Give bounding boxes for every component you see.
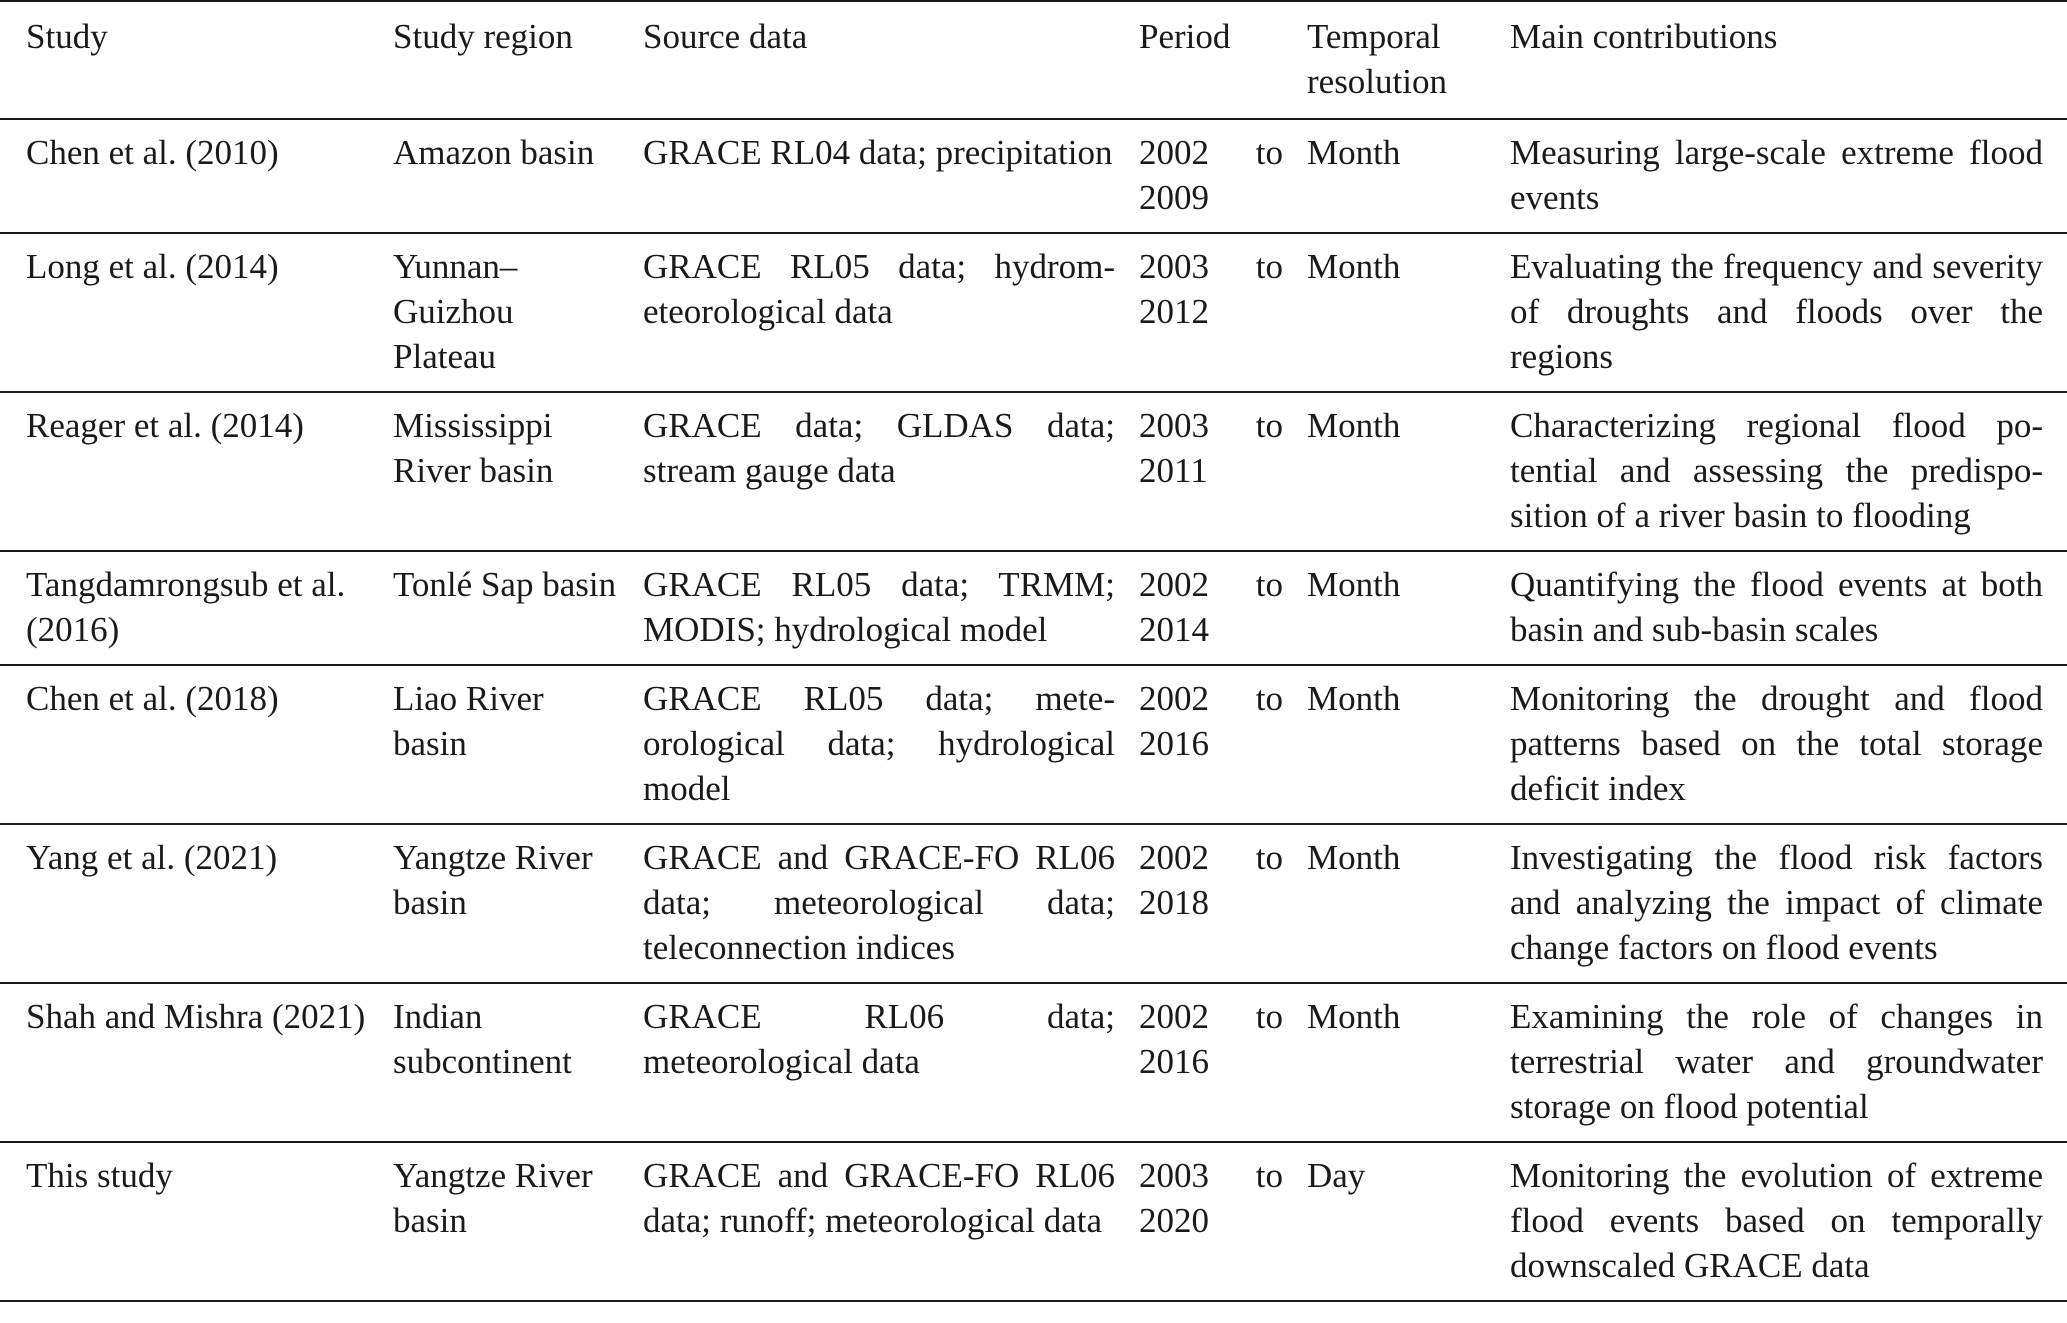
cell-study: Yang et al. (2021)	[26, 838, 278, 877]
cell-main-contributions: Investigating the flood risk factors and analyzing the impact of climate change factors on flood events	[1510, 838, 2043, 967]
cell-source-data: GRACE RL04 data; precipitation	[643, 133, 1113, 172]
cell-period: 2003 to 2012	[1139, 247, 1283, 331]
table-row	[0, 665, 2067, 824]
cell-main-contributions: Measuring large-scale extreme flood events	[1510, 133, 2043, 217]
cell-temporal-resolution: Month	[1307, 247, 1401, 286]
cell-temporal-resolution: Month	[1307, 133, 1401, 172]
cell-period: 2003 to 2011	[1139, 406, 1283, 490]
cell-study: Shah and Mishra (2021)	[26, 997, 366, 1036]
cell-source-data: GRACE and GRACE-FO RL06 data; meteorological data; teleconnection indices	[643, 838, 1115, 967]
table-row	[0, 551, 2067, 665]
cell-source-data: GRACE RL06 data; meteorological data	[643, 997, 1115, 1081]
cell-study-region: Liao River basin	[393, 679, 544, 763]
cell-main-contributions: Characterizing regional flood potential and assessing the predisposition of a river basin to flooding	[1510, 406, 2043, 535]
table-row	[0, 824, 2067, 983]
cell-period: 2003 to 2020	[1139, 1156, 1283, 1240]
cell-temporal-resolution: Month	[1307, 406, 1401, 445]
cell-study-region: Yangtze River basin	[393, 838, 593, 922]
cell-temporal-resolution: Day	[1307, 1156, 1366, 1195]
cell-study-region: Indian subcontinent	[393, 997, 572, 1081]
cell-main-contributions: Monitoring the evolution of extreme flood events based on temporally downscaled GRACE data	[1510, 1156, 2043, 1285]
cell-study: Chen et al. (2018)	[26, 679, 279, 718]
cell-period: 2002 to 2009	[1139, 133, 1283, 217]
table-row	[0, 1142, 2067, 1301]
column-header-main-contributions: Main contributions	[1510, 17, 1778, 56]
cell-study: Tangdamrongsub et al. (2016)	[26, 565, 346, 649]
cell-main-contributions: Quantifying the flood events at both basin and sub-basin scales	[1510, 565, 2043, 649]
cell-study: Long et al. (2014)	[26, 247, 279, 286]
column-header-source-data: Source data	[643, 17, 808, 56]
cell-main-contributions: Monitoring the drought and flood patterns based on the total storage deficit index	[1510, 679, 2043, 808]
cell-period: 2002 to 2016	[1139, 997, 1283, 1081]
cell-study: Chen et al. (2010)	[26, 133, 279, 172]
cell-main-contributions: Evaluating the frequency and severity of droughts and floods over the regions	[1510, 247, 2043, 376]
cell-period: 2002 to 2014	[1139, 565, 1283, 649]
cell-study-region: Yunnan– Guizhou Plateau	[393, 247, 518, 376]
table-row	[0, 392, 2067, 551]
cell-study: This study	[26, 1156, 173, 1195]
cell-main-contributions: Examining the role of changes in terrestrial water and groundwater storage on flood potential	[1510, 997, 2043, 1126]
table-row	[0, 983, 2067, 1142]
table-body	[0, 119, 2067, 1301]
cell-period: 2002 to 2016	[1139, 679, 1283, 763]
cell-source-data: GRACE and GRACE-FO RL06 data; runoff; meteorological data	[643, 1156, 1115, 1240]
cell-study-region: Amazon basin	[393, 133, 595, 172]
column-header-period: Period	[1139, 17, 1231, 56]
cell-study-region: Tonlé Sap basin	[393, 565, 617, 604]
table-header	[0, 1, 2067, 119]
table-row	[0, 119, 2067, 233]
column-header-temporal-resolution: Temporal resolution	[1307, 17, 1447, 101]
cell-temporal-resolution: Month	[1307, 997, 1401, 1036]
cell-source-data: GRACE RL05 data; TRMM; MODIS; hydrological model	[643, 565, 1115, 649]
cell-temporal-resolution: Month	[1307, 838, 1401, 877]
cell-study-region: Mississippi River basin	[393, 406, 554, 490]
column-header-study-region: Study region	[393, 17, 573, 56]
cell-source-data: GRACE data; GLDAS data; stream gauge data	[643, 406, 1115, 490]
cell-period: 2002 to 2018	[1139, 838, 1283, 922]
cell-source-data: GRACE RL05 data; meteorological data; hydrological model	[643, 679, 1115, 808]
cell-study: Reager et al. (2014)	[26, 406, 304, 445]
table-row	[0, 233, 2067, 392]
cell-study-region: Yangtze River basin	[393, 1156, 593, 1240]
header-row	[0, 1, 2067, 119]
cell-temporal-resolution: Month	[1307, 565, 1401, 604]
column-header-study: Study	[26, 17, 108, 56]
cell-source-data: GRACE RL05 data; hydrometeorological data	[643, 247, 1115, 331]
cell-temporal-resolution: Month	[1307, 679, 1401, 718]
